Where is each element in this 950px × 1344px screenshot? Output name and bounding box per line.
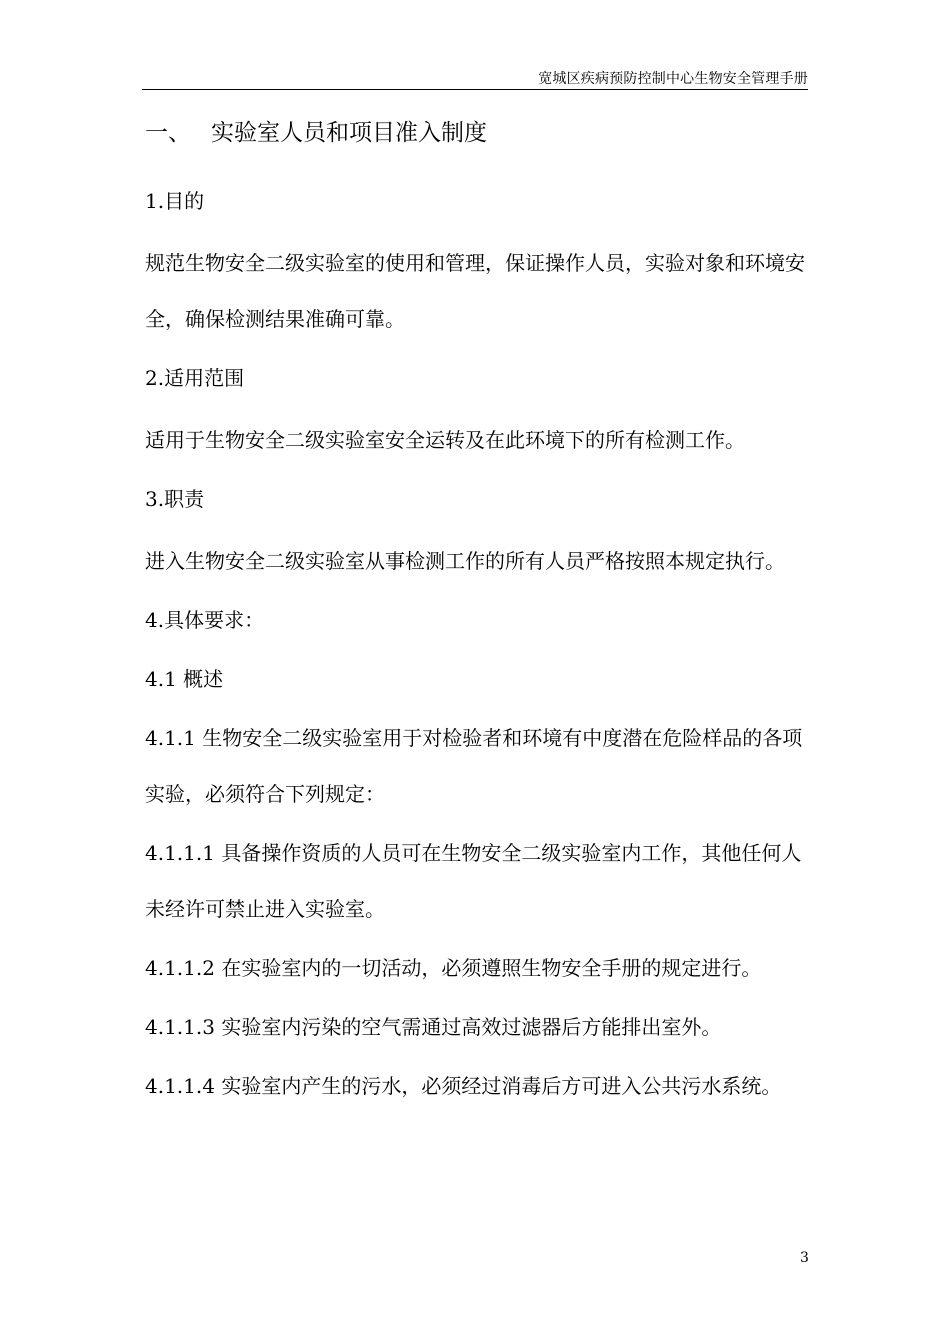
section-title: 实验室人员和项目准入制度 bbox=[211, 120, 487, 146]
heading-requirements: 4.具体要求： bbox=[145, 608, 265, 632]
header-rule bbox=[142, 89, 808, 90]
heading-overview: 4.1 概述 bbox=[145, 667, 224, 691]
page-number: 3 bbox=[800, 1250, 809, 1266]
clause-4-1-1-2: 4.1.1.2 在实验室内的一切活动，必须遵照生物安全手册的规定进行。 bbox=[145, 956, 762, 980]
running-header: 宽城区疾病预防控制中心生物安全管理手册 bbox=[538, 71, 808, 87]
heading-responsibility: 3.职责 bbox=[145, 487, 205, 511]
paragraph-scope: 适用于生物安全二级实验室安全运转及在此环境下的所有检测工作。 bbox=[145, 428, 745, 452]
paragraph-responsibility: 进入生物安全二级实验室从事检测工作的所有人员严格按照本规定执行。 bbox=[145, 549, 785, 573]
heading-purpose: 1.目的 bbox=[145, 189, 205, 213]
paragraph-purpose: 规范生物安全二级实验室的使用和管理，保证操作人员，实验对象和环境安全，确保检测结果准确可靠。 bbox=[145, 251, 805, 331]
clause-4-1-1-1: 4.1.1.1 具备操作资质的人员可在生物安全二级实验室内工作，其他任何人未经许可禁止进入实验室。 bbox=[145, 841, 802, 921]
clause-4-1-1: 4.1.1 生物安全二级实验室用于对检验者和环境有中度潜在危险样品的各项实验，必须符合下列规定： bbox=[145, 726, 803, 806]
clause-4-1-1-4: 4.1.1.4 实验室内产生的污水，必须经过消毒后方可进入公共污水系统。 bbox=[145, 1074, 782, 1098]
document-body bbox=[145, 113, 808, 1117]
section-heading bbox=[145, 113, 808, 153]
section-number: 一、 bbox=[145, 120, 191, 146]
heading-scope: 2.适用范围 bbox=[145, 366, 245, 390]
clause-4-1-1-3: 4.1.1.3 实验室内污染的空气需通过高效过滤器后方能排出室外。 bbox=[145, 1015, 722, 1039]
